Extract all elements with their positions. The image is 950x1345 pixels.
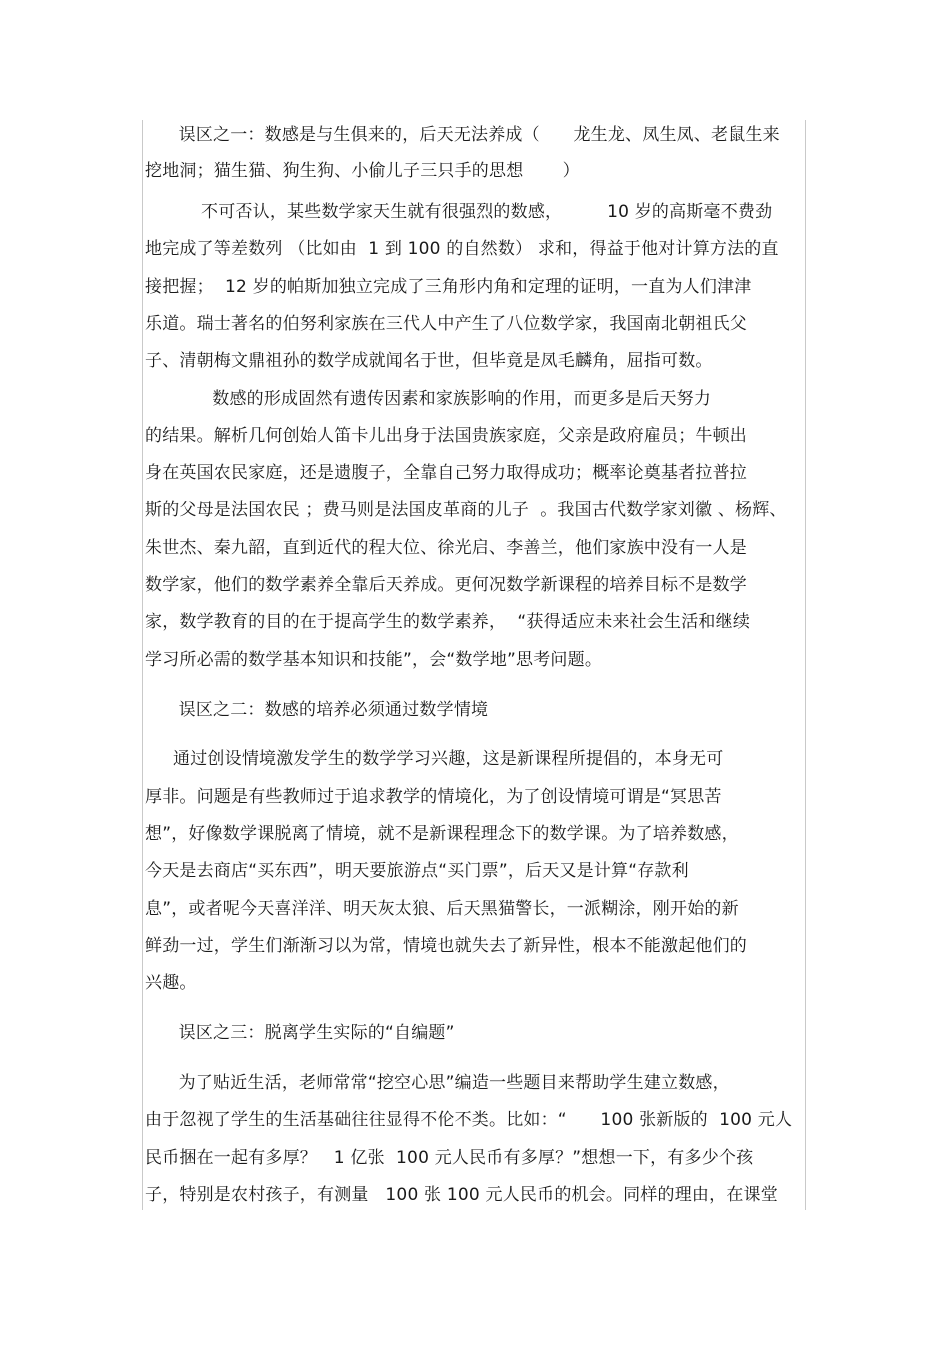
text-line: 想”，好像数学课脱离了情境，就不是新课程理念下的数学课。为了培养数感， [145, 824, 739, 844]
text-line: 数感的形成固然有遗传因素和家族影响的作用，而更多是后天努力 [145, 389, 712, 409]
text-line: 为了贴近生活，老师常常“挖空心思”编造一些题目来帮助学生建立数感， [145, 1073, 730, 1093]
text-line: 学习所必需的数学基本知识和技能”，会“数学地”思考问题。 [145, 650, 603, 670]
text-line: 息”，或者呢今天喜洋洋、明天灰太狼、后天黑猫警长，一派糊涂，刚开始的新 [145, 899, 739, 919]
text-line: 数学家，他们的数学素养全靠后天养成。更何况数学新课程的培养目标不是数学 [145, 575, 747, 595]
text-line: 朱世杰、秦九韶，直到近代的程大位、徐光启、李善兰，他们家族中没有一人是 [145, 538, 747, 558]
section-heading: 误区之二：数感的培养必须通过数学情境 [145, 700, 489, 720]
text-line: 鲜劲一过，学生们渐渐习以为常，情境也就失去了新异性，根本不能激起他们的 [145, 936, 747, 956]
text-line: 今天是去商店“买东西”，明天要旅游点“买门票”，后天又是计算“存款利 [145, 861, 689, 881]
text-line: 接把握； 12 岁的帕斯加独立完成了三角形内角和定理的证明，一直为人们津津 [145, 277, 752, 297]
text-line: 斯的父母是法国农民 ；费马则是法国皮革商的儿子 。我国古代数学家刘徽 、杨辉、 [145, 500, 787, 520]
text-line: 子、清朝梅文鼎祖孙的数学成就闻名于世，但毕竟是凤毛麟角，屈指可数。 [145, 351, 713, 371]
text-line: 民币捆在一起有多厚？ 1 亿张 100 元人民币有多厚？”想想一下，有多少个孩 [145, 1148, 754, 1168]
text-line: 家，数学教育的目的在于提高学生的数学素养， “获得适应未来社会生活和继续 [145, 612, 751, 632]
text-line: 身在英国农民家庭，还是遗腹子，全靠自己努力取得成功；概率论奠基者拉普拉 [145, 463, 747, 483]
text-line: 地完成了等差数列 （比如由 1 到 100 的自然数） 求和，得益于他对计算方法的直 [145, 239, 779, 259]
text-line: 通过创设情境激发学生的数学学习兴趣，这是新课程所提倡的，本身无可 [145, 749, 724, 769]
text-line: 由于忽视了学生的生活基础往往显得不伦不类。比如：“ 100 张新版的 100 元人 [145, 1110, 793, 1130]
text-line: 的结果。解析几何创始人笛卡儿出身于法国贵族家庭，父亲是政府雇员；牛顿出 [145, 426, 747, 446]
text-line: 挖地洞；猫生猫、狗生狗、小偷儿子三只手的思想 ） [145, 161, 580, 181]
text-line: 子，特别是农村孩子，有测量 100 张 100 元人民币的机会。同样的理由，在课堂 [145, 1185, 778, 1205]
text-line: 误区之一：数感是与生俱来的，后天无法养成（ 龙生龙、凤生凤、老鼠生来 [145, 125, 780, 145]
section-heading: 误区之三：脱离学生实际的“自编题” [145, 1023, 455, 1043]
text-line: 不可否认，某些数学家天生就有很强烈的数感， 10 岁的高斯毫不费劲 [145, 202, 773, 222]
text-line: 厚非。问题是有些教师过于追求教学的情境化，为了创设情境可谓是“冥思苦 [145, 787, 722, 807]
text-line: 乐道。瑞士著名的伯努利家族在三代人中产生了八位数学家，我国南北朝祖氏父 [145, 314, 747, 334]
text-line: 兴趣。 [145, 973, 197, 993]
